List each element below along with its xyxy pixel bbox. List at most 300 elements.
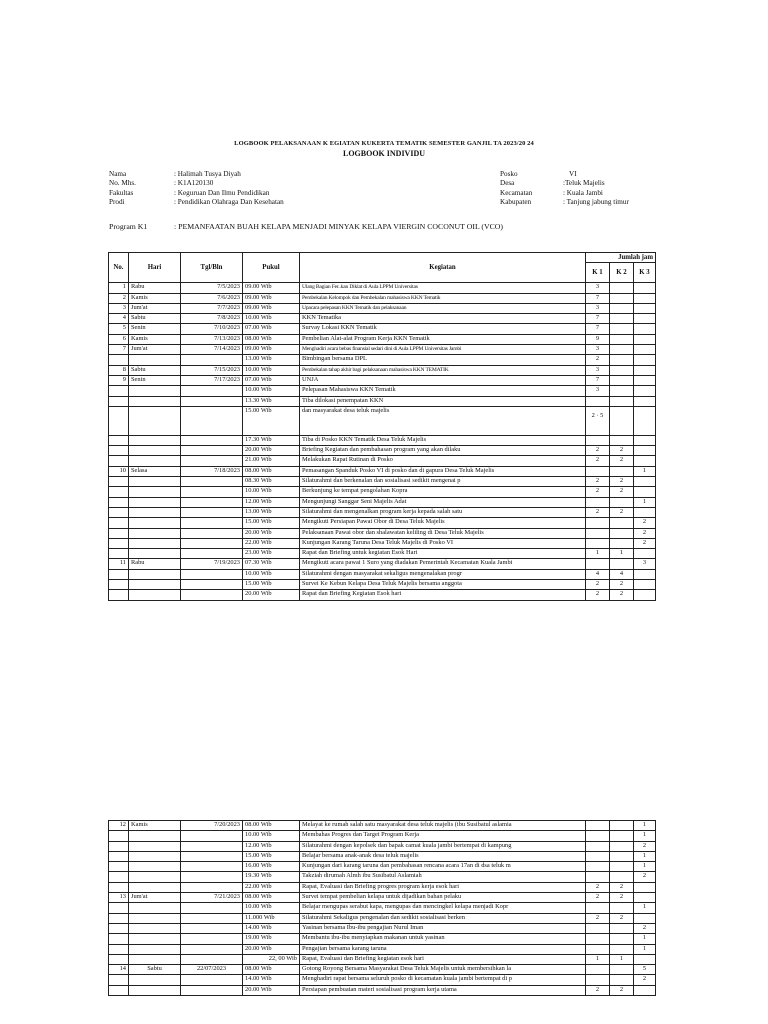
cell-kegiatan: Silaturahmi dengan kepolsek dan bapak camat kuala jambi bertempat di kampung	[300, 841, 586, 851]
cell-tgl: 7/17/2023	[181, 375, 243, 385]
cell-hari: Sabtu	[129, 965, 181, 975]
cell-tgl	[181, 538, 243, 548]
cell-k2	[610, 841, 634, 851]
cell-kegiatan: Berkunjung ke tempat pengolahan Kopra	[300, 487, 586, 497]
cell-pukul: 22, 00 Wib	[243, 954, 300, 964]
cell-k2: 4	[610, 569, 634, 579]
cell-kegiatan: Rapat dan Briefing untuk kegiatan Esok Hari	[300, 549, 586, 559]
cell-tgl	[181, 497, 243, 507]
table-row	[109, 396, 656, 406]
cell-k2	[610, 303, 634, 313]
cell-k3	[634, 954, 656, 964]
col-pukul-header: Pukul	[243, 253, 300, 283]
cell-k3: 2	[634, 518, 656, 528]
cell-k3	[634, 355, 656, 365]
table-row	[109, 954, 656, 964]
cell-k1: 7	[586, 324, 610, 334]
col-k1-header: K 1	[586, 263, 610, 283]
cell-k1: 2	[586, 913, 610, 923]
cell-no: 4	[109, 314, 129, 324]
cell-kegiatan: Ulang Bagian Fer..kan Diklat di Aula LPPM Universitas	[300, 283, 586, 293]
cell-k3	[634, 375, 656, 385]
cell-pukul: 08.00 Wib	[243, 965, 300, 975]
table-row	[109, 903, 656, 913]
cell-no	[109, 456, 129, 466]
cell-no: 5	[109, 324, 129, 334]
cell-k1: 2	[586, 882, 610, 892]
cell-kegiatan: Tiba di Posko KKN Tematik Desa Teluk Majelis	[300, 435, 586, 445]
value-no-mhs: : K1A120130	[174, 179, 214, 188]
col-hari-header: Hari	[129, 253, 181, 283]
table-row	[109, 303, 656, 313]
cell-pukul: 13.00 Wib	[243, 507, 300, 517]
cell-pukul: 15.00 Wib	[243, 580, 300, 590]
table-row	[109, 456, 656, 466]
cell-pukul: 20.00 Wib	[243, 985, 300, 995]
cell-kegiatan: Mengikuti Persiapan Pawai Obor di Desa Teluk Majelis	[300, 518, 586, 528]
cell-kegiatan: Pembekalan Kelompok dan Pembekalan mahasiswa KKN Tematik	[300, 293, 586, 303]
cell-k1: 2	[586, 487, 610, 497]
label-prodi: Prodi	[109, 198, 125, 207]
cell-tgl: 7/6/2023	[181, 293, 243, 303]
cell-hari: Sabtu	[129, 314, 181, 324]
cell-kegiatan: Pelaksanaan Pawai obor dan shalawatan keliling di Desa Teluk Majelis	[300, 528, 586, 538]
table-row	[109, 965, 656, 975]
cell-k3	[634, 446, 656, 456]
cell-k2	[610, 903, 634, 913]
cell-kegiatan: Kunjungan Karang Taruna Desa Teluk Majelis di Posko VI	[300, 538, 586, 548]
cell-tgl	[181, 355, 243, 365]
cell-hari	[129, 975, 181, 985]
table-row	[109, 862, 656, 872]
cell-tgl	[181, 985, 243, 995]
table-row	[109, 446, 656, 456]
table-row	[109, 283, 656, 293]
cell-k1: 1	[586, 954, 610, 964]
cell-pukul: 22.00 Wib	[243, 882, 300, 892]
table-row	[109, 590, 656, 600]
cell-k1: 2 · 5	[586, 406, 610, 435]
cell-no: 7	[109, 345, 129, 355]
cell-kegiatan: KKN Tematika	[300, 314, 586, 324]
cell-kegiatan: Briefing Kegiatan dan pembahasan program yang akan dilaku	[300, 446, 586, 456]
cell-pukul: 13.00 Wib	[243, 355, 300, 365]
table-row	[109, 580, 656, 590]
cell-no	[109, 985, 129, 995]
table-row	[109, 293, 656, 303]
cell-k1: 2	[586, 507, 610, 517]
cell-pukul: 21.00 Wib	[243, 456, 300, 466]
cell-pukul: 20.00 Wib	[243, 590, 300, 600]
table-row	[109, 466, 656, 476]
cell-kegiatan: Persiapan pembuatan materi sosialisasi program kerja utama	[300, 985, 586, 995]
cell-k1: 2	[586, 580, 610, 590]
cell-no	[109, 386, 129, 396]
cell-k1	[586, 903, 610, 913]
table-row	[109, 406, 656, 435]
cell-tgl: 7/14/2023	[181, 345, 243, 355]
table-row	[109, 518, 656, 528]
cell-no	[109, 944, 129, 954]
cell-hari	[129, 872, 181, 882]
cell-k1	[586, 872, 610, 882]
cell-tgl	[181, 944, 243, 954]
cell-k2	[610, 862, 634, 872]
cell-k1	[586, 965, 610, 975]
label-desa: Desa	[500, 179, 515, 188]
cell-no	[109, 569, 129, 579]
value-kabupaten: : Tanjung jabung timur	[563, 198, 629, 207]
cell-hari	[129, 497, 181, 507]
cell-k2: 2	[610, 913, 634, 923]
table-row	[109, 559, 656, 569]
cell-k1: 2	[586, 477, 610, 487]
cell-k3	[634, 590, 656, 600]
cell-pukul: 15.00 Wib	[243, 406, 300, 435]
cell-no: 8	[109, 365, 129, 375]
cell-hari	[129, 355, 181, 365]
logbook-table-2	[108, 820, 656, 996]
col-jumlah-jam-header: Jumlah jam	[586, 253, 656, 263]
cell-tgl	[181, 477, 243, 487]
cell-tgl	[181, 954, 243, 964]
cell-kegiatan: Pembekalan tahap akhir bagi pelaksanaan mahasiswa KKN TEMATIK	[300, 365, 586, 375]
cell-pukul: 08.00 Wib	[243, 821, 300, 831]
cell-k3: 1	[634, 903, 656, 913]
cell-tgl	[181, 435, 243, 445]
cell-pukul: 08.30 Wib	[243, 477, 300, 487]
cell-no: 1	[109, 283, 129, 293]
cell-k3	[634, 283, 656, 293]
cell-hari	[129, 538, 181, 548]
cell-k3	[634, 345, 656, 355]
cell-no	[109, 518, 129, 528]
cell-hari: Jum'at	[129, 303, 181, 313]
cell-k2	[610, 518, 634, 528]
cell-k2	[610, 528, 634, 538]
cell-pukul: 08.00 Wib	[243, 893, 300, 903]
cell-tgl	[181, 862, 243, 872]
cell-tgl	[181, 446, 243, 456]
table-row	[109, 821, 656, 831]
cell-k1	[586, 518, 610, 528]
cell-k3: 1	[634, 466, 656, 476]
label-fakultas: Fakultas	[109, 188, 134, 197]
cell-k2	[610, 497, 634, 507]
cell-no	[109, 507, 129, 517]
cell-tgl: 7/15/2023	[181, 365, 243, 375]
cell-hari	[129, 934, 181, 944]
cell-hari	[129, 944, 181, 954]
cell-no	[109, 841, 129, 851]
cell-hari: Sabtu	[129, 365, 181, 375]
col-k2-header: K 2	[610, 263, 634, 283]
table-row	[109, 345, 656, 355]
identity-left-values	[174, 170, 284, 208]
cell-kegiatan: Kunjungan dari karang taruna dan pembahasan rencana acara 17an di dsa teluk m	[300, 862, 586, 872]
cell-pukul: 12.00 Wib	[243, 841, 300, 851]
cell-hari: Jum'at	[129, 345, 181, 355]
cell-k2	[610, 396, 634, 406]
cell-hari	[129, 406, 181, 435]
table-row	[109, 375, 656, 385]
program-label: Program K1	[109, 222, 148, 231]
cell-k3	[634, 549, 656, 559]
cell-k2	[610, 872, 634, 882]
cell-pukul: 10.00 Wib	[243, 314, 300, 324]
cell-no	[109, 934, 129, 944]
cell-k3	[634, 406, 656, 435]
table-row	[109, 831, 656, 841]
cell-hari	[129, 590, 181, 600]
cell-k3	[634, 303, 656, 313]
cell-kegiatan: Survay Lokasi KKN Tematik	[300, 324, 586, 334]
table-row	[109, 975, 656, 985]
cell-hari	[129, 862, 181, 872]
cell-kegiatan: Upacara pelepasan KKN Tematik dan pelaksanaan	[300, 303, 586, 313]
cell-no	[109, 903, 129, 913]
document-subtitle: LOGBOOK INDIVIDU	[342, 149, 425, 158]
cell-hari	[129, 985, 181, 995]
cell-no	[109, 549, 129, 559]
label-no-mhs: No. Mhs.	[109, 179, 136, 188]
cell-pukul: 09.00 Wib	[243, 303, 300, 313]
cell-tgl	[181, 549, 243, 559]
cell-k2: 2	[610, 985, 634, 995]
cell-hari	[129, 569, 181, 579]
cell-pukul: 23.00 Wib	[243, 549, 300, 559]
cell-k2	[610, 406, 634, 435]
cell-k3: 1	[634, 944, 656, 954]
cell-tgl: 7/5/2023	[181, 283, 243, 293]
cell-k1	[586, 528, 610, 538]
cell-pukul: 20.00 Wib	[243, 528, 300, 538]
cell-kegiatan: Silaturahmi dan berkenalan dan sosialisasi sedikit mengenai p	[300, 477, 586, 487]
cell-kegiatan: Rapat, Evaluasi dan Briefing progres program kerja esok hari	[300, 882, 586, 892]
cell-hari	[129, 456, 181, 466]
cell-hari	[129, 549, 181, 559]
cell-pukul: 13.30 Wib	[243, 396, 300, 406]
cell-pukul: 15.00 Wib	[243, 518, 300, 528]
cell-k3: 2	[634, 923, 656, 933]
cell-hari	[129, 487, 181, 497]
cell-pukul: 20.00 Wib	[243, 944, 300, 954]
table-row	[109, 872, 656, 882]
cell-k1	[586, 944, 610, 954]
cell-hari	[129, 851, 181, 861]
cell-k1: 7	[586, 375, 610, 385]
cell-k3	[634, 386, 656, 396]
cell-k1: 7	[586, 293, 610, 303]
cell-k1	[586, 538, 610, 548]
cell-k2	[610, 355, 634, 365]
cell-hari	[129, 477, 181, 487]
cell-k2	[610, 559, 634, 569]
cell-hari	[129, 831, 181, 841]
cell-pukul: 10.00 Wib	[243, 569, 300, 579]
label-kecamatan: Kecamatan	[500, 188, 533, 197]
table-row	[109, 913, 656, 923]
cell-k1: 2	[586, 985, 610, 995]
cell-k3: 2	[634, 872, 656, 882]
table-row	[109, 386, 656, 396]
cell-hari	[129, 435, 181, 445]
cell-kegiatan: Mengikuti acara pawai 1 Suro yang diadakan Pemerintah Kecamatan Kuala Jambi	[300, 559, 586, 569]
cell-tgl	[181, 851, 243, 861]
cell-no	[109, 528, 129, 538]
cell-pukul: 19.30 Wib	[243, 872, 300, 882]
cell-k2	[610, 944, 634, 954]
cell-k1: 9	[586, 334, 610, 344]
cell-no	[109, 851, 129, 861]
cell-no: 3	[109, 303, 129, 313]
cell-hari	[129, 882, 181, 892]
cell-no	[109, 396, 129, 406]
cell-k2: 2	[610, 590, 634, 600]
cell-no: 13	[109, 893, 129, 903]
cell-tgl: 7/18/2023	[181, 466, 243, 476]
cell-kegiatan: Silaturahmi Sekaligus pengenalan dan sedikit sosialisasi berken	[300, 913, 586, 923]
cell-kegiatan: Menghadiri acara bebas finansial sedari dini di Aula LPPM Universitas Jambi	[300, 345, 586, 355]
cell-no	[109, 538, 129, 548]
cell-k2	[610, 324, 634, 334]
cell-k1	[586, 396, 610, 406]
table-row	[109, 851, 656, 861]
cell-k1: 2	[586, 893, 610, 903]
cell-no: 11	[109, 559, 129, 569]
cell-tgl	[181, 923, 243, 933]
cell-no	[109, 590, 129, 600]
cell-no	[109, 872, 129, 882]
cell-k2	[610, 975, 634, 985]
value-kecamatan: : Kuala Jambi	[563, 188, 603, 197]
cell-pukul: 20.00 Wib	[243, 446, 300, 456]
value-nama: : Halimah Tusya Diyah	[174, 170, 241, 178]
cell-hari	[129, 580, 181, 590]
cell-hari: Selasa	[129, 466, 181, 476]
cell-hari	[129, 903, 181, 913]
cell-kegiatan: Rapat dan Briefing Kegiatan Esok hari	[300, 590, 586, 600]
table-row	[109, 487, 656, 497]
cell-k3	[634, 396, 656, 406]
cell-k1: 3	[586, 386, 610, 396]
cell-no	[109, 913, 129, 923]
cell-kegiatan: Belajar mengupas serabut kapa, mengupas dan mencingkel kelapa menjadi Kopr	[300, 903, 586, 913]
cell-tgl	[181, 913, 243, 923]
table-row	[109, 882, 656, 892]
cell-k2: 2	[610, 487, 634, 497]
cell-no	[109, 975, 129, 985]
table-row	[109, 365, 656, 375]
cell-k1	[586, 934, 610, 944]
cell-hari	[129, 923, 181, 933]
table-row	[109, 324, 656, 334]
cell-pukul: 15.00 Wib	[243, 851, 300, 861]
cell-tgl	[181, 590, 243, 600]
cell-no	[109, 862, 129, 872]
cell-k2	[610, 466, 634, 476]
cell-k2	[610, 345, 634, 355]
cell-pukul: 08.00 Wib	[243, 334, 300, 344]
table-row	[109, 934, 656, 944]
cell-k3	[634, 913, 656, 923]
cell-tgl	[181, 456, 243, 466]
cell-hari	[129, 954, 181, 964]
cell-k2: 2	[610, 507, 634, 517]
cell-kegiatan: dan masyarakat desa teluk majelis	[300, 406, 586, 435]
cell-k2: 2	[610, 477, 634, 487]
cell-kegiatan: Pembelian Alat-alat Program Kerja KKN Tematik	[300, 334, 586, 344]
table-row	[109, 355, 656, 365]
cell-k3	[634, 893, 656, 903]
cell-kegiatan: Melayat ke rumah salah satu masyarakat desa teluk majelis (ibu Susibatul aslamia	[300, 821, 586, 831]
cell-k1	[586, 862, 610, 872]
cell-k1: 2	[586, 446, 610, 456]
cell-hari	[129, 913, 181, 923]
cell-tgl	[181, 528, 243, 538]
cell-tgl	[181, 903, 243, 913]
col-kegiatan-header: Kegiatan	[300, 253, 586, 283]
cell-kegiatan: Pemasangan Spanduk Posko VI di posko dan di gapura Desa Teluk Majelis	[300, 466, 586, 476]
cell-k2: 2	[610, 456, 634, 466]
identity-left-labels	[109, 170, 136, 208]
cell-pukul: 09.00 Wib	[243, 293, 300, 303]
cell-no	[109, 487, 129, 497]
cell-k2: 2	[610, 580, 634, 590]
cell-kegiatan: Menghadiri rapat bersama seluruh posko di kecamatan kuala jambi bertempat di p	[300, 975, 586, 985]
cell-tgl	[181, 406, 243, 435]
cell-k2	[610, 435, 634, 445]
cell-pukul: 16.00 Wib	[243, 862, 300, 872]
cell-k1	[586, 841, 610, 851]
cell-hari: Kamis	[129, 334, 181, 344]
cell-no: 2	[109, 293, 129, 303]
identity-right-values	[563, 170, 629, 208]
cell-hari	[129, 528, 181, 538]
cell-hari	[129, 446, 181, 456]
cell-k2	[610, 538, 634, 548]
cell-kegiatan: Mengunjungi Sanggar Seni Majelis Adat	[300, 497, 586, 507]
cell-hari	[129, 841, 181, 851]
cell-pukul: 14.00 Wib	[243, 975, 300, 985]
cell-k1	[586, 435, 610, 445]
table-row	[109, 435, 656, 445]
table-row	[109, 477, 656, 487]
cell-k2	[610, 365, 634, 375]
cell-hari: Rabu	[129, 283, 181, 293]
cell-k1: 4	[586, 569, 610, 579]
cell-k1: 3	[586, 345, 610, 355]
cell-tgl: 7/7/2023	[181, 303, 243, 313]
cell-no: 6	[109, 334, 129, 344]
cell-hari: Senin	[129, 324, 181, 334]
cell-k3	[634, 487, 656, 497]
cell-pukul: 07.00 Wib	[243, 324, 300, 334]
cell-k2	[610, 283, 634, 293]
table-row	[109, 841, 656, 851]
cell-k2: 2	[610, 446, 634, 456]
cell-k3: 2	[634, 841, 656, 851]
cell-k3	[634, 456, 656, 466]
cell-k2	[610, 821, 634, 831]
cell-k2	[610, 923, 634, 933]
cell-k3	[634, 569, 656, 579]
cell-tgl	[181, 386, 243, 396]
cell-pukul: 17.30 Wib	[243, 435, 300, 445]
cell-k1: 3	[586, 365, 610, 375]
table-row	[109, 893, 656, 903]
cell-k2	[610, 965, 634, 975]
